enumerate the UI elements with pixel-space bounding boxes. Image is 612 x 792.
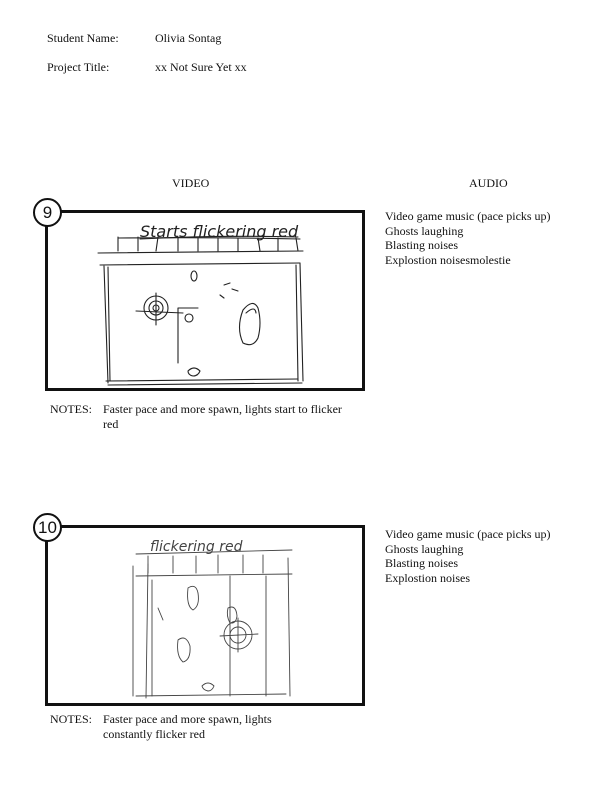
panel-10-audio-item: Explostion noises [385,570,471,585]
panel-10-sketch [48,528,362,703]
panel-9-audio-item: Video game music (pace picks up) [385,209,551,223]
panel-10-frame [45,525,365,706]
student-name-label: Student Name: [47,31,119,45]
panel-9-audio-item: Explostion noisesmolestie [385,252,511,267]
panel-10-audio-item: Blasting noises [385,556,459,570]
panel-10-audio-item: Video game music (pace picks up) [385,527,551,541]
panel-10-notes-text: Faster pace and more spawn, lights constantly flicker red [103,712,272,741]
panel-9-sketch [48,213,362,388]
panel-10-sketch-caption: flickering red [150,539,243,555]
panel-9-notes-label: NOTES: [50,402,92,416]
project-title-label: Project Title: [47,60,110,74]
project-title-value: xx Not Sure Yet xx [155,60,247,74]
panel-10-number-badge: 10 [33,513,62,542]
panel-9-audio-list [385,209,551,267]
student-name-value: Olivia Sontag [155,31,222,45]
panel-10-audio-list [385,527,551,585]
panel-9-frame [45,210,365,391]
audio-column-header: AUDIO [469,176,508,190]
panel-9-notes-text: Faster pace and more spawn, lights start to flicker red [103,402,342,431]
panel-10-notes-label: NOTES: [50,712,92,726]
panel-9-audio-item: Ghosts laughing [385,223,464,238]
panel-10-audio-item: Ghosts laughing [385,541,464,556]
panel-9-number-badge: 9 [33,198,62,227]
panel-9-audio-item: Blasting noises [385,238,459,252]
video-column-header: VIDEO [172,176,210,190]
panel-9-sketch-caption: Starts flickering red [140,222,299,241]
